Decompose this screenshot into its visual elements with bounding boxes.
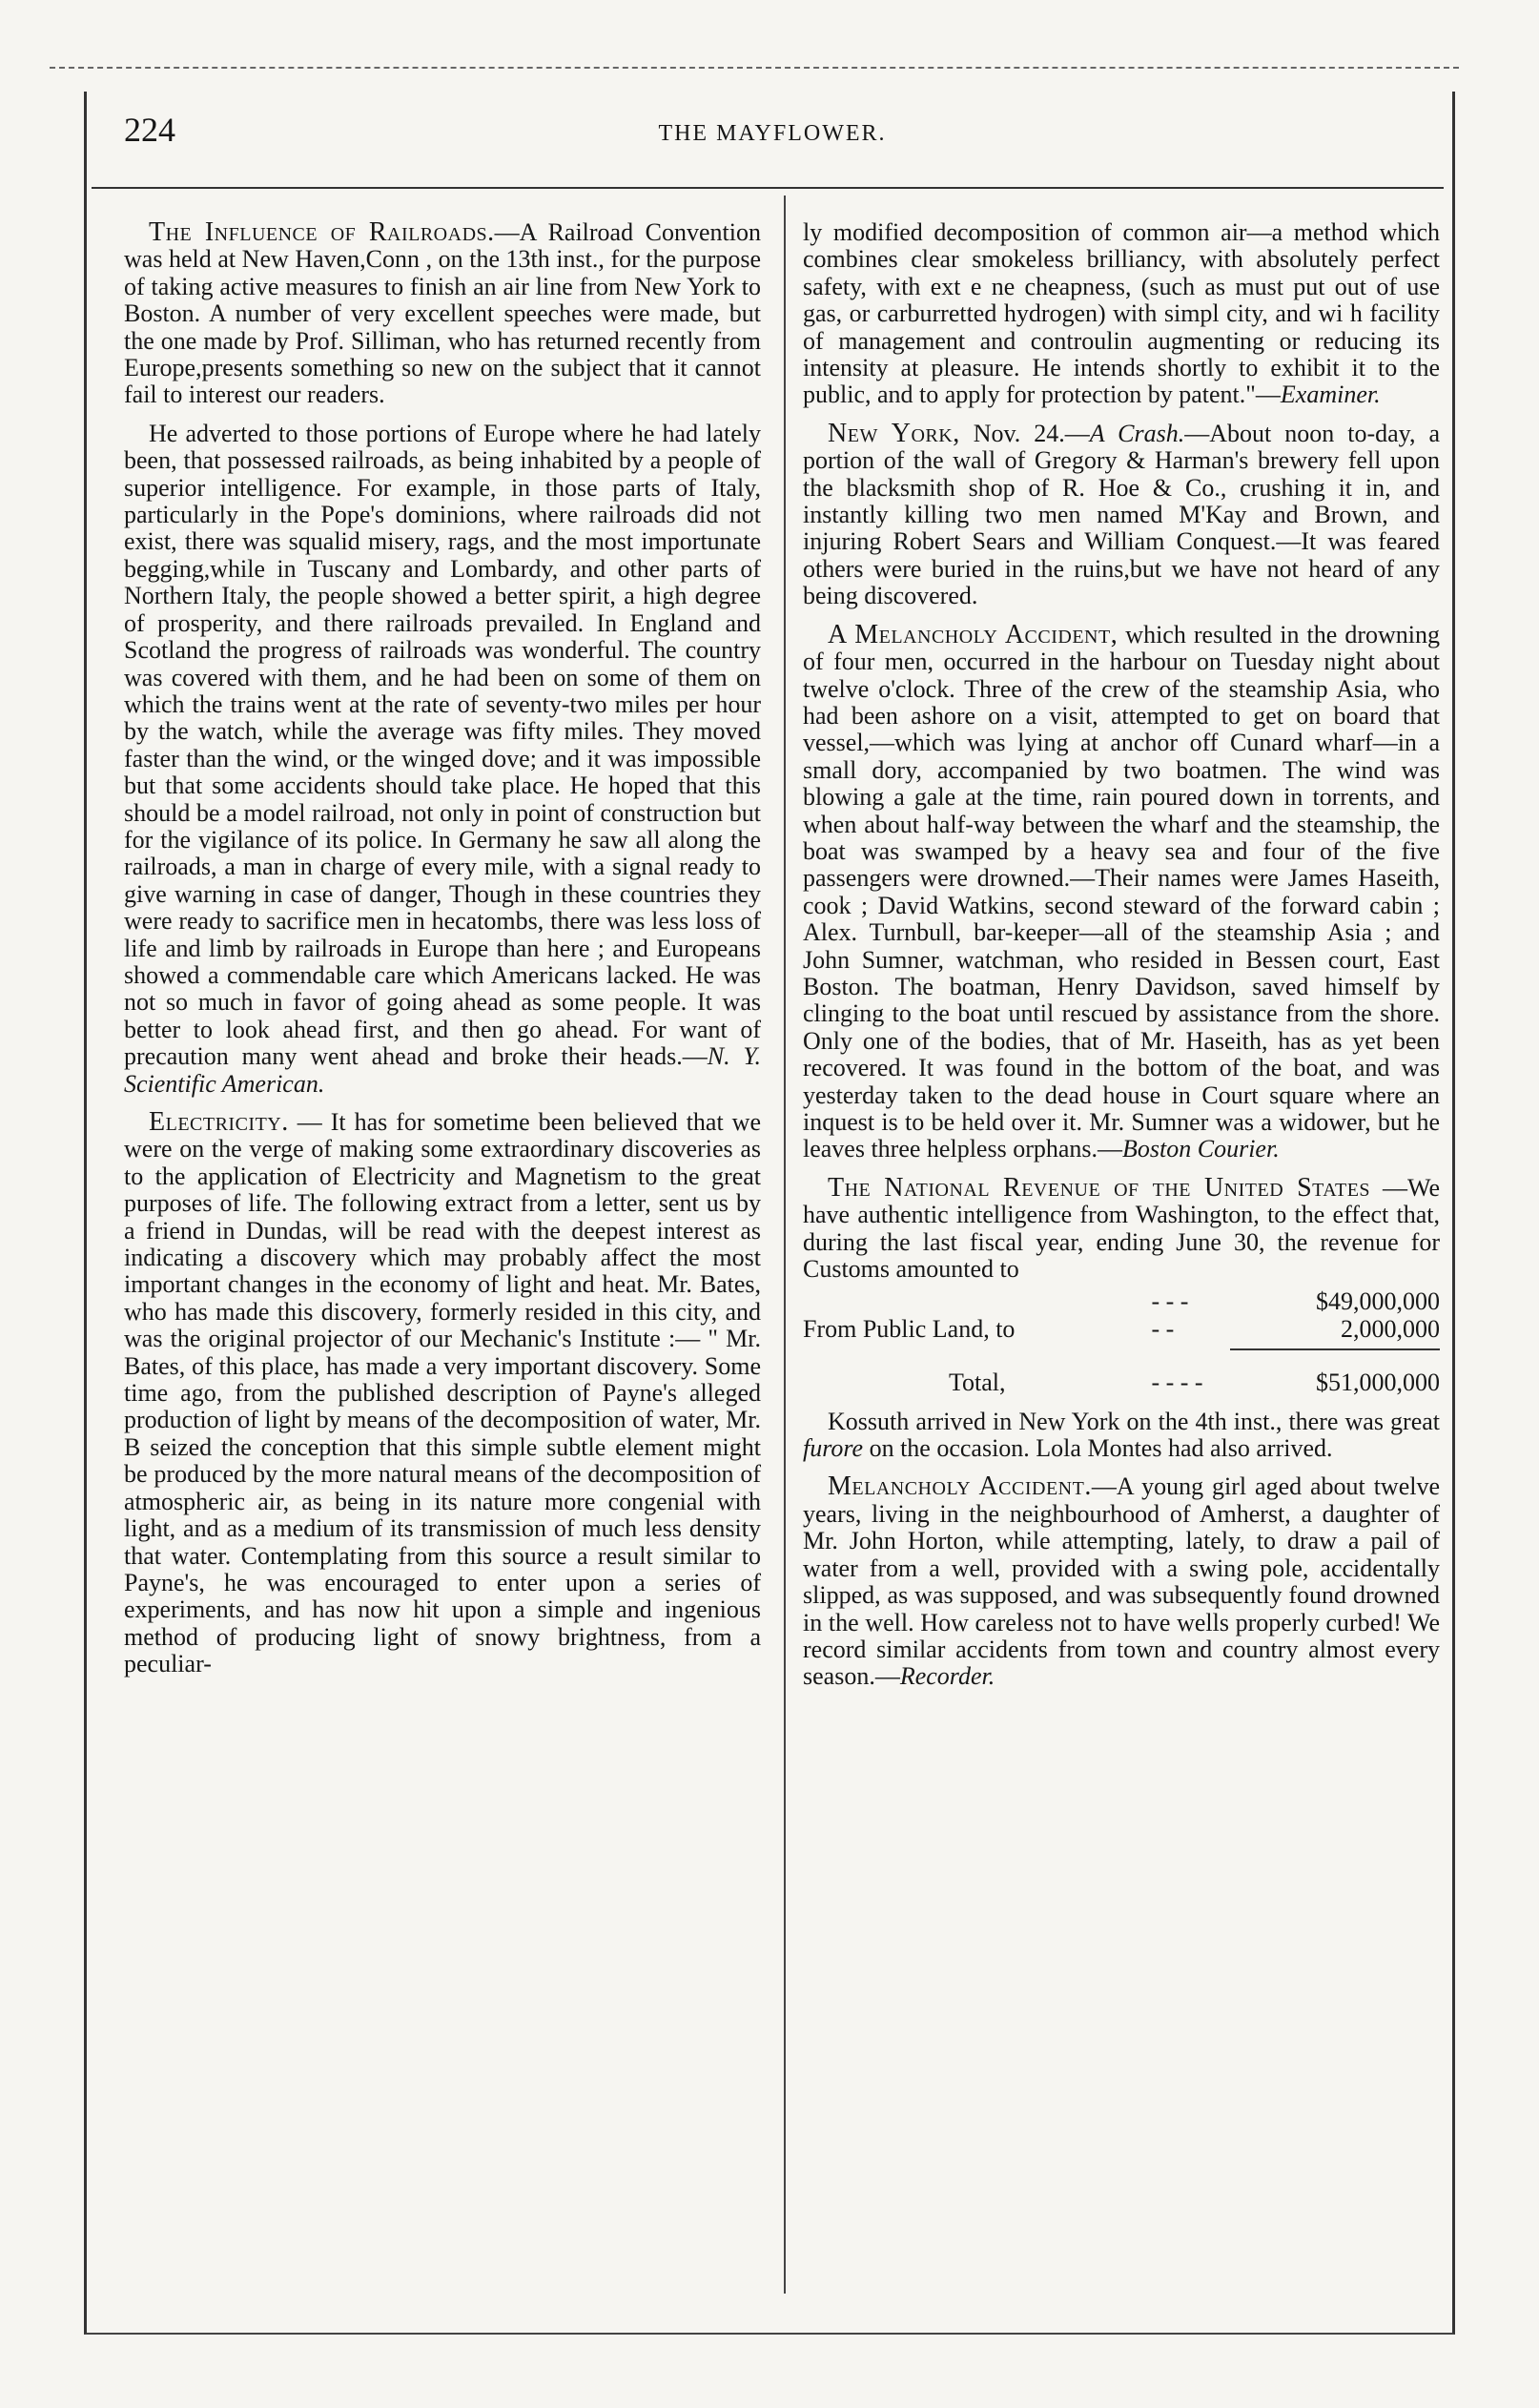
article-headline: The National Revenue of the United States bbox=[828, 1172, 1371, 1203]
right-column bbox=[803, 219, 1440, 1702]
column-divider bbox=[784, 196, 786, 2294]
revenue-label bbox=[803, 1288, 1151, 1315]
article-headline: The Influence of Railroads. bbox=[149, 217, 495, 247]
article-headline: Melancholy Accident. bbox=[828, 1472, 1092, 1502]
revenue-total-row bbox=[803, 1350, 1440, 1396]
revenue-label: From Public Land, to bbox=[803, 1314, 1016, 1343]
left-column bbox=[124, 219, 761, 1690]
page-header bbox=[124, 110, 1421, 167]
article-text: ly modified decomposition of common air—a method which combines clear smokeless brilliancy, with absolutely perfect safety, with ext e ne cheapness, (such as must put out of use gas, or carburretted hydrogen) with simpl city, and wi h facility of management and controulin augmenting or reducing its intensity at pleasure. He intends shortly to exhibit it to the public, and to apply for protection by patent."— bbox=[803, 218, 1440, 409]
article-text: Kossuth arrived in New York on the 4th inst., there was great bbox=[828, 1407, 1440, 1435]
article-electricity-continued bbox=[803, 219, 1440, 409]
page-number: 224 bbox=[124, 111, 175, 149]
article-source: N. Y. Scientific American. bbox=[124, 1042, 762, 1098]
article-source: Examiner. bbox=[1280, 381, 1381, 409]
article-headline: New York, bbox=[828, 418, 960, 448]
article-text: He adverted to those portions of Europe where he had lately been, that possessed railroads, as being inhabited by a people of superior intelligence. For example, in those parts of Italy, particularly in the Pope's dominions, where railroads did not exist, there was squalid misery, rags, and the most importunate begging,while in Tuscany and Lombardy, and other parts of Northern Italy, the people showed a better spirit, a high degree of prosperity, and there railroads prevailed. In England and Scotland the progress of railroads was wonderful. The country was covered with them, and he had been on some of them on which the trains went at the rate of seventy-two miles per hour by the watch, while the average was fifty miles. They moved faster than the wind, or the winged dove; and it was impossible but that some accidents should take place. He hoped that this should be a model railroad, not only in point of construction but for the vigilance of its police. In Germany he saw all along the railroads, a man in charge of every mile, with a signal ready to give warning in case of danger, Though in these countries they were ready to sacrifice men in hecatombs, there was less loss of life and limb by railroads in Europe than here ; and Europeans showed a commendable care which Americans lacked. He was not so much in favor of going ahead as some people. It was better to look ahead first, and then go ahead. For want of precaution many went ahead and broke their heads.— bbox=[124, 419, 761, 1071]
article-headline: A Melancholy Accident, bbox=[828, 619, 1118, 649]
top-border bbox=[50, 67, 1459, 69]
article-text: on the occasion. Lola Montes had also arrived. bbox=[863, 1434, 1333, 1463]
article-crash bbox=[803, 418, 1440, 610]
revenue-total-dots: - - - - bbox=[1151, 1369, 1203, 1397]
article-title: A Crash. bbox=[1089, 419, 1185, 447]
article-text: —We have authentic intelligence from Washington, to the effect that, during the last fiscal year, ending June 30, the revenue for Customs amounted to bbox=[803, 1173, 1441, 1284]
article-text: — It has for sometime been believed that we were on the verge of making some extraordinary discoveries as to the application of Electricity and Magnetism to the great purposes of life. The following extract from a letter, sent us by a friend in Dundas, will be read with the deepest interest as indicating a discovery which may probably affect the most important changes in the economy of light and heat. Mr. Bates, who has made this discovery, formerly resided in this city, and was the original projector of our Mechanic's Institute :— " Mr. Bates, of this place, has made a very important discovery. Some time ago, from the published description of Payne's alleged production of light by means of the decomposition of water, Mr. B seized the conception that this simple subtle element might be produced by the more natural means of the decomposition of atmospheric air, as being in its nature more congenial with light, and as a medium of its transmission of much less density that water. Contemplating from this source a result similar to Payne's, he was encouraged to enter upon a series of experiments, and has now hit upon a simple and ingenious method of producing light of snowy brightness, from a peculiar- bbox=[124, 1108, 761, 1678]
revenue-row bbox=[803, 1288, 1440, 1315]
revenue-row bbox=[803, 1316, 1440, 1343]
revenue-dots: - - bbox=[1151, 1314, 1175, 1343]
article-source: Recorder. bbox=[899, 1662, 995, 1691]
article-melancholy-accident-2 bbox=[803, 1473, 1440, 1690]
revenue-rule-row bbox=[803, 1343, 1440, 1350]
article-text: —A Railroad Convention was held at New Haven,Conn , on the 13th inst., for the purpose of taking active measures to finish an air line from New York to Boston. A number of very excellent speeches were made, but the one made by Prof. Silliman, who has returned recently from Europe,presents something so new on the subject that it cannot fail to interest our readers. bbox=[124, 218, 762, 409]
revenue-total-label: Total, bbox=[948, 1369, 1006, 1397]
article-emphasis: furore bbox=[803, 1434, 864, 1463]
article-national-revenue bbox=[803, 1172, 1441, 1284]
article-text: —About noon to-day, a portion of the wall of Gregory & Harman's brewery fell upon the blacksmith shop of R. Hoe & Co., crushing it in, and instantly killing two men named M'Kay and Brown, and injuring Robert Sears and William Conquest.—It was feared others were buried in the ruins,but we have not heard of any being discovered. bbox=[803, 419, 1440, 610]
article-text: which resulted in the drowning of four men, occurred in the harbour on Tuesday night about twelve o'clock. Three of the crew of the steamship Asia, who had been ashore on a visit, attempted to get on board that vessel,—which was lying at anchor off Cunard wharf—in a small dory, accompanied by two boatmen. The wind was blowing a gale at the time, rain poured down in torrents, and when about half-way between the wharf and the steamship, the boat was swamped by a heavy sea and four of the five passengers were drowned.—Their names were James Haseith, cook ; David Watkins, second steward of the forward cabin ; Alex. Turnbull, bar-keeper—all of the steamship Asia ; and John Sumner, watchman, who resided in Bessen court, East Boston. The boatman, Henry Davidson, saved himself by clinging to the boat until rescued by assistance from the shore. Only one of the bodies, that of Mr. Haseith, has as yet been recovered. It was found in the bottom of the boat, and was yesterday taken to the dead house in Court square where an inquest is to be held over it. Mr. Sumner was a widower, but he leaves three helpless orphans.— bbox=[803, 620, 1440, 1163]
revenue-amount: 2,000,000 bbox=[1341, 1314, 1440, 1343]
article-electricity bbox=[124, 1109, 761, 1678]
revenue-table bbox=[803, 1288, 1440, 1396]
article-text: —A young girl aged about twelve years, living in the neighbourhood of Amherst, a daughter of Mr. John Horton, while attempting, lately, to draw a pail of water from a well, provided with a swing pole, accidentally slipped, as was supposed, and was subsequently found drowned in the well. How careless not to have wells properly curbed! We record similar accidents from town and country almost every season.— bbox=[803, 1472, 1440, 1691]
revenue-total-amount: $51,000,000 bbox=[1316, 1369, 1440, 1397]
revenue-dots: - - - bbox=[1151, 1287, 1189, 1316]
revenue-amount: $49,000,000 bbox=[1316, 1287, 1440, 1316]
article-headline: Electricity. bbox=[149, 1107, 289, 1137]
running-title: THE MAYFLOWER. bbox=[658, 121, 887, 146]
article-date: Nov. 24.— bbox=[959, 419, 1090, 447]
article-railroads-continued bbox=[124, 421, 761, 1098]
article-railroads bbox=[124, 219, 761, 409]
article-kossuth bbox=[803, 1409, 1440, 1463]
article-melancholy-accident bbox=[803, 619, 1440, 1163]
header-rule bbox=[92, 187, 1444, 189]
article-source: Boston Courier. bbox=[1122, 1135, 1280, 1163]
